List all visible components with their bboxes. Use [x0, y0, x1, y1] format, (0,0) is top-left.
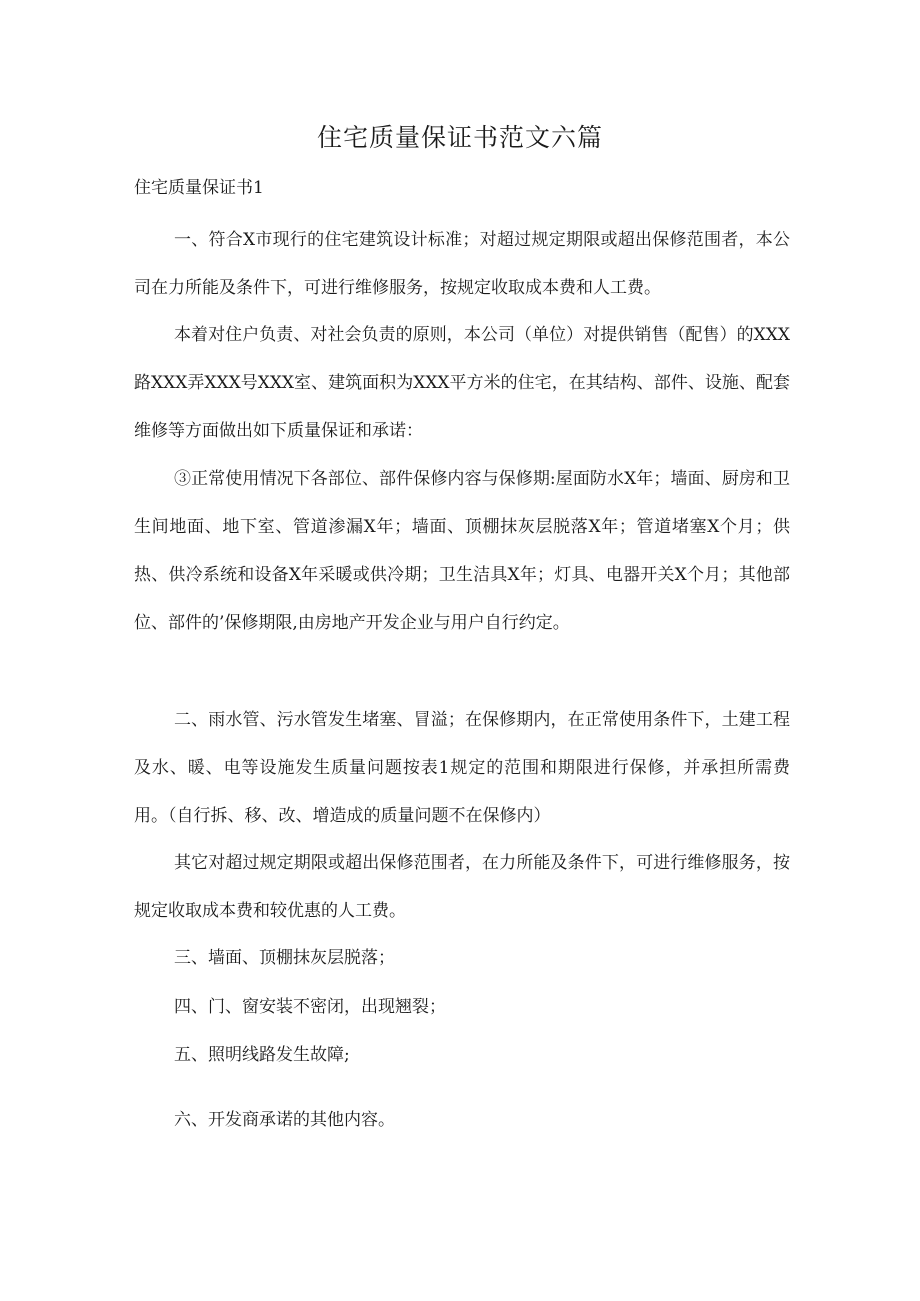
paragraph-commitment-intro: 本着对住户负责、对社会负责的原则，本公司（单位）对提供销售（配售）的XXX路XXX弄XXX号XXX室、建筑面积为XXX平方米的住宅，在其结构、部件、设施、配套维修等方面做出如下质量保证和承诺：	[134, 325, 790, 441]
paragraph-item-four: 四、门、窗安装不密闭，出现翘裂；	[174, 997, 446, 1017]
paragraph-item-six: 六、开发商承诺的其他内容。	[174, 1110, 395, 1130]
document-title: 住宅质量保证书范文六篇	[316, 123, 603, 152]
paragraph-pipe-blockage: 二、雨水管、污水管发生堵塞、冒溢；在保修期内，在正常使用条件下，土建工程及水、暖、电等设施发生质量问题按表1规定的范围和期限进行保修，并承担所需费用。（自行拆、移、改、增造成的质量问题不在保修内）	[134, 710, 790, 826]
paragraph-out-of-scope-service: 其它对超过规定期限或超出保修范围者，在力所能及条件下，可进行维修服务，按规定收取成本费和较优惠的人工费。	[134, 853, 790, 921]
paragraph-item-three: 三、墙面、顶棚抹灰层脱落；	[174, 948, 395, 968]
paragraph-design-standard: 一、符合X市现行的住宅建筑设计标准；对超过规定期限或超出保修范围者，本公司在力所能及条件下，可进行维修服务，按规定收取成本费和人工费。	[134, 230, 790, 298]
section-subheading: 住宅质量保证书1	[134, 178, 264, 198]
paragraph-item-five: 五、照明线路发生故障;	[174, 1045, 350, 1065]
paragraph-warranty-periods: ③正常使用情况下各部位、部件保修内容与保修期:屋面防水X年；墙面、厨房和卫生间地面、地下室、管道渗漏X年；墙面、顶棚抹灰层脱落X年；管道堵塞X个月；供热、供冷系统和设备X年采暖或供冷期；卫生洁具X年；灯具、电器开关X个月；其他部位、部件的’保修期限,由房地产开发企业与用户自行约定。	[134, 469, 790, 633]
